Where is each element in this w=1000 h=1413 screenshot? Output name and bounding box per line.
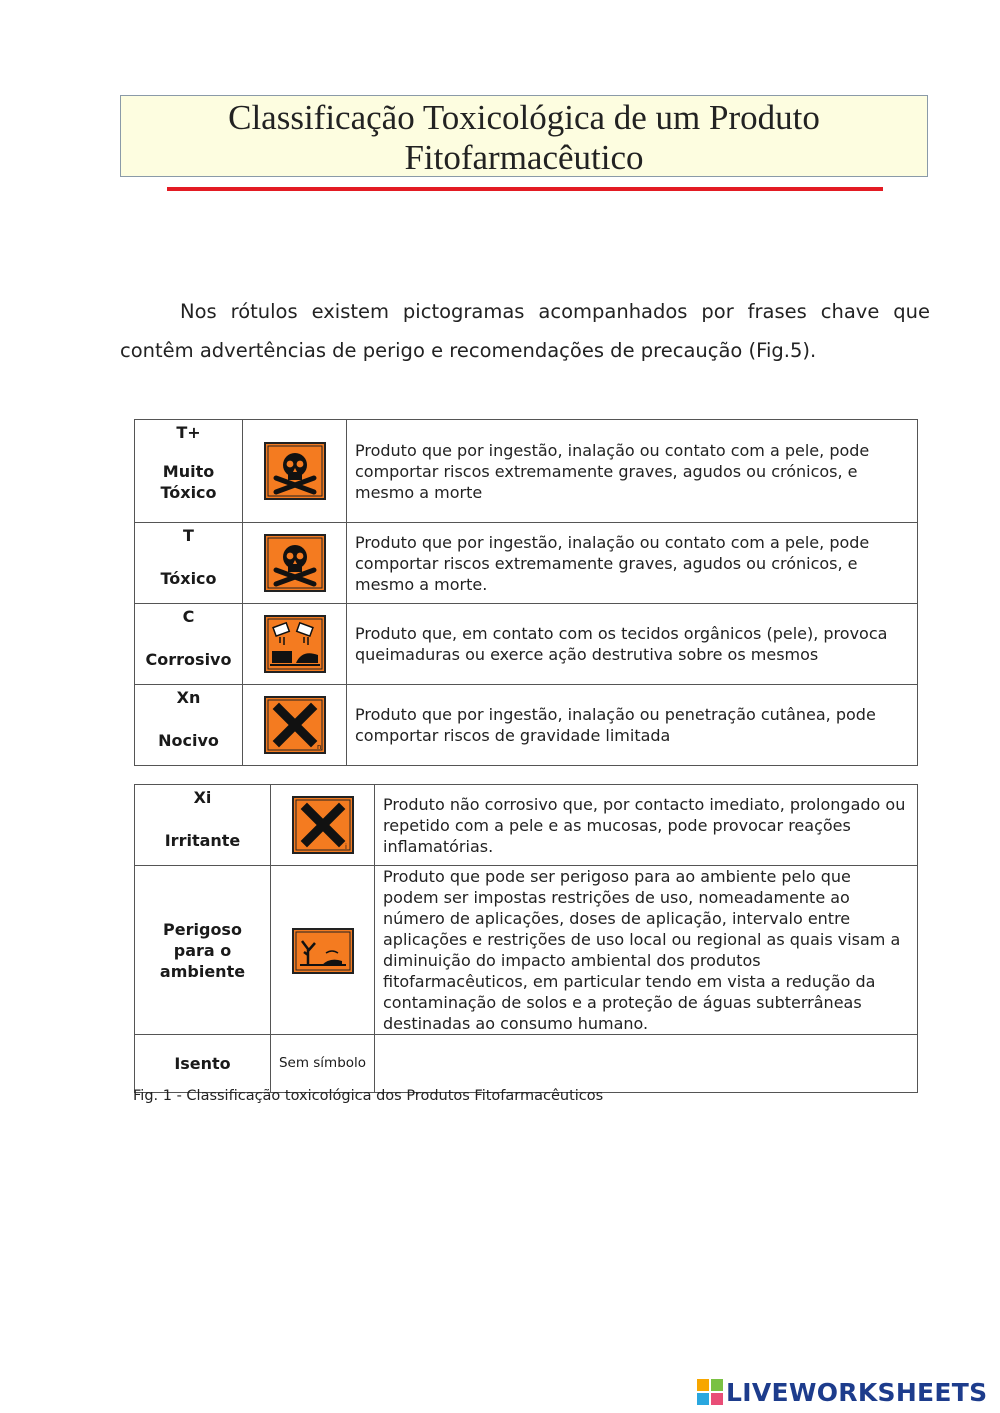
class-cell: [135, 420, 243, 523]
skull-crossbones-icon: [264, 534, 326, 592]
figure-caption: Fig. 1 - Classificação toxicológica dos Produtos Fitofarmacêuticos: [133, 1088, 604, 1104]
skull-crossbones-icon: [264, 442, 326, 500]
table-row: [135, 604, 918, 685]
liveworksheets-logo-icon: [697, 1379, 723, 1405]
title-line-1: Classificação Toxicológica de um Produto: [228, 98, 820, 137]
class-code: T: [183, 526, 194, 545]
class-name: Nocivo: [158, 730, 219, 750]
description-cell: Produto que pode ser perigoso para ao ambiente pelo que podem ser impostas restrições de uso, nomeadamente ao número de aplicações, doses de aplicação, intervalo entre aplicações e restrições de uso local ou regional as quais visam a diminuição do impacto ambiental dos produtos fitofarmacêuticos, em particular tendo em vista a redução da contaminação de solos e a proteção de águas subterrâneas destinadas ao consumo humano.: [375, 866, 918, 1035]
document-title: [120, 95, 928, 177]
intro-paragraph: Nos rótulos existem pictogramas acompanhados por frases chave que contêm advertências de perigo e recomendações de precaução (Fig.5).: [120, 300, 930, 362]
table-row: [135, 523, 918, 604]
pictogram-letter: n: [316, 743, 321, 751]
class-code: C: [182, 607, 195, 626]
brand-footer: [697, 1377, 987, 1407]
table-row: [135, 685, 918, 766]
description-cell: Produto que por ingestão, inalação ou contato com a pele, pode comportar riscos extremamente graves, agudos ou crónicos, e mesmo a morte.: [347, 523, 918, 604]
description-cell: Produto não corrosivo que, por contacto imediato, prolongado ou repetido com a pele e as mucosas, pode provocar reações inflamatórias.: [375, 785, 918, 866]
class-name: Corrosivo: [145, 649, 232, 669]
no-symbol-text: Sem símbolo: [271, 1035, 375, 1093]
class-name: Perigoso para o ambiente: [159, 919, 246, 981]
pictogram-cell: [243, 604, 347, 685]
class-cell: [135, 866, 271, 1035]
harmful-x-icon: [264, 696, 326, 754]
pictogram-cell: [271, 785, 375, 866]
pictogram-letter: i: [344, 843, 347, 851]
class-name: Irritante: [164, 830, 241, 850]
table-row: [135, 1035, 918, 1093]
class-name: Isento: [174, 1054, 231, 1073]
pictogram-cell: [243, 685, 347, 766]
class-cell: [135, 685, 243, 766]
description-cell: Produto que por ingestão, inalação ou contato com a pele, pode comportar riscos extremamente graves, agudos ou crónicos, e mesmo a morte: [347, 420, 918, 523]
pictogram-cell: [243, 420, 347, 523]
class-code: Xi: [193, 788, 212, 807]
class-cell: [135, 604, 243, 685]
class-cell: [135, 1035, 271, 1093]
hazard-table-2: [134, 784, 918, 1093]
description-cell: Produto que por ingestão, inalação ou penetração cutânea, pode comportar riscos de gravidade limitada: [347, 685, 918, 766]
description-cell: [375, 1035, 918, 1093]
brand-name: LIVEWORKSHEETS: [726, 1377, 988, 1407]
pictogram-cell: [243, 523, 347, 604]
irritant-x-icon: [292, 796, 354, 854]
environment-hazard-icon: [292, 921, 354, 979]
table-row: [135, 866, 918, 1035]
title-line-2: Fitofarmacêutico: [404, 138, 644, 177]
hazard-table-1: [134, 419, 918, 766]
class-code: T+: [176, 423, 201, 442]
table-row: [135, 785, 918, 866]
table-row: [135, 420, 918, 523]
class-cell: [135, 523, 243, 604]
class-name: Muito Tóxico: [160, 462, 217, 502]
class-name: Tóxico: [160, 568, 217, 588]
class-cell: [135, 785, 271, 866]
description-cell: Produto que, em contato com os tecidos orgânicos (pele), provoca queimaduras ou exerce ação destrutiva sobre os mesmos: [347, 604, 918, 685]
corrosive-icon: [264, 615, 326, 673]
title-underline: [167, 187, 883, 191]
class-code: Xn: [176, 688, 201, 707]
pictogram-cell: [271, 866, 375, 1035]
